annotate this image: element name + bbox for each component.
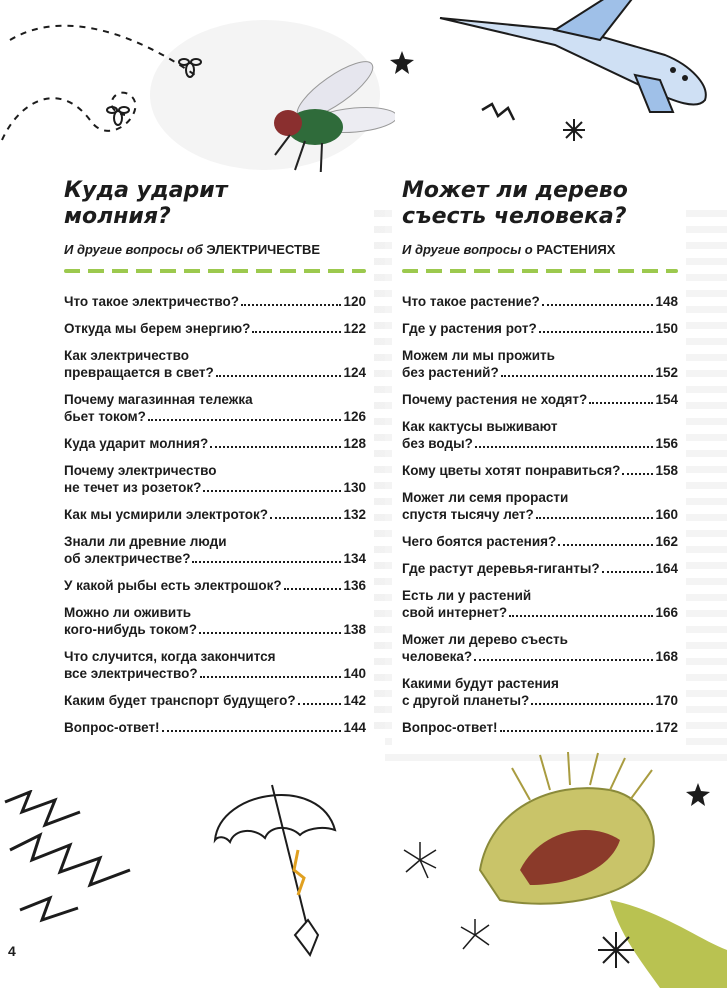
toc-entry-title: Есть ли у растений	[402, 588, 532, 603]
dot-leader	[216, 375, 342, 377]
toc-entry	[64, 320, 366, 337]
section-title: Куда ударит молния?	[64, 178, 228, 229]
sparkle-icon	[562, 118, 586, 142]
dot-leader	[162, 730, 342, 732]
toc-entry	[64, 506, 366, 523]
toc-entry-title: не течет из розеток?	[64, 480, 202, 495]
toc-entry-page: 124	[343, 365, 366, 380]
toc-entry-title: спустя тысячу лет?	[402, 507, 534, 522]
section-title: Может ли дерево съесть человека?	[402, 178, 628, 229]
squiggle-icon	[480, 100, 520, 130]
toc-entry-title: Почему электричество	[64, 463, 217, 478]
dot-leader	[622, 473, 653, 475]
dot-leader	[558, 544, 653, 546]
toc-entry-title: У какой рыбы есть электрошок?	[64, 578, 282, 593]
toc-entry	[64, 293, 366, 310]
toc-entry-title: Откуда мы берем энергию?	[64, 321, 251, 336]
toc-entry	[64, 604, 366, 638]
dot-leader	[270, 517, 341, 519]
dot-leader	[474, 659, 653, 661]
toc-entry-title: бьет током?	[64, 409, 146, 424]
sparkle-icon	[596, 930, 636, 970]
dot-leader	[199, 632, 341, 634]
toc-entry-page: 136	[343, 578, 366, 593]
toc-entry-page: 170	[655, 693, 678, 708]
toc-entry-title: Что такое растение?	[402, 294, 540, 309]
toc-entry	[402, 462, 678, 479]
toc-entry-page: 152	[655, 365, 678, 380]
toc-entry-page: 164	[655, 561, 678, 576]
toc-entry	[402, 631, 678, 665]
dot-leader	[509, 615, 653, 617]
green-dashed-divider	[402, 269, 678, 273]
dot-leader	[531, 703, 653, 705]
dot-leader	[252, 331, 341, 333]
toc-entry-page: 120	[343, 294, 366, 309]
toc-entry-title: Вопрос-ответ!	[402, 720, 498, 735]
toc-entry-page: 140	[343, 666, 366, 681]
toc-entry-title: превращается в свет?	[64, 365, 214, 380]
dot-leader	[200, 676, 342, 678]
toc-entry	[64, 435, 366, 452]
toc-entry-title: Какими будут растения	[402, 676, 559, 691]
toc-entry-title: Как кактусы выживают	[402, 419, 558, 434]
toc-entry-title: Вопрос-ответ!	[64, 720, 160, 735]
toc-entry-title: человека?	[402, 649, 473, 664]
umbrella-icon	[210, 770, 340, 960]
toc-entry	[64, 533, 366, 567]
dot-leader	[500, 730, 654, 732]
toc-entry-title: свой интернет?	[402, 605, 508, 620]
toc-entry	[402, 533, 678, 550]
lightning-icon	[0, 790, 150, 960]
toc-entry-title: Кому цветы хотят понравиться?	[402, 463, 621, 478]
toc-entry-page: 168	[655, 649, 678, 664]
green-dashed-divider	[64, 269, 366, 273]
toc-entry	[402, 675, 678, 709]
toc-entry-page: 122	[343, 321, 366, 336]
toc-entry-title: Чего боятся растения?	[402, 534, 557, 549]
toc-entry-page: 156	[655, 436, 678, 451]
toc-entry-page: 162	[655, 534, 678, 549]
toc-entry	[64, 347, 366, 381]
dot-leader	[539, 331, 654, 333]
toc-entry	[402, 489, 678, 523]
dot-leader	[501, 375, 654, 377]
toc-entry-page: 144	[343, 720, 366, 735]
dot-leader	[192, 561, 341, 563]
toc-entry-title: Почему растения не ходят?	[402, 392, 588, 407]
toc-entry-title: Что такое электричество?	[64, 294, 239, 309]
toc-entry-title: Куда ударит молния?	[64, 436, 209, 451]
dandelion-seed-icon	[400, 840, 440, 880]
flight-path-doodle	[0, 0, 240, 150]
section-subtitle: И другие вопросы о РАСТЕНИЯХ	[402, 242, 616, 257]
toc-entry	[402, 320, 678, 337]
toc-entry	[64, 719, 366, 736]
toc-entry	[402, 560, 678, 577]
toc-entry-title: без растений?	[402, 365, 499, 380]
dot-leader	[589, 402, 653, 404]
airplane-icon	[435, 0, 727, 115]
toc-entry-page: 160	[655, 507, 678, 522]
toc-entry	[402, 719, 678, 736]
toc-entry	[402, 587, 678, 621]
toc-entry	[64, 391, 366, 425]
small-fly-icon	[179, 59, 201, 77]
toc-entry-title: Как электричество	[64, 348, 190, 363]
toc-entry	[64, 577, 366, 594]
toc-entry-title: Можем ли мы прожить	[402, 348, 555, 363]
toc-entry	[402, 347, 678, 381]
toc-entry-page: 142	[343, 693, 366, 708]
toc-entry-page: 166	[655, 605, 678, 620]
dot-leader	[475, 446, 654, 448]
toc-section-electricity	[52, 172, 374, 746]
toc-entry-title: Можно ли оживить	[64, 605, 192, 620]
star-icon	[390, 50, 415, 75]
toc-entry-title: Где растут деревья-гиганты?	[402, 561, 600, 576]
dot-leader	[602, 571, 654, 573]
toc-entry-page: 132	[343, 507, 366, 522]
toc-entry-title: об электричестве?	[64, 551, 191, 566]
toc-entry-title: все электричество?	[64, 666, 198, 681]
toc-entry-page: 128	[343, 436, 366, 451]
dot-leader	[241, 304, 342, 306]
dot-leader	[298, 703, 342, 705]
toc-entry-title: Где у растения рот?	[402, 321, 537, 336]
dot-leader	[536, 517, 654, 519]
toc-entry-page: 126	[343, 409, 366, 424]
toc-entry	[64, 692, 366, 709]
dot-leader	[210, 446, 341, 448]
toc-entry-title: Знали ли древние люди	[64, 534, 227, 549]
toc-entry	[402, 391, 678, 408]
dot-leader	[148, 419, 342, 421]
toc-entry	[64, 648, 366, 682]
toc-entry-title: Может ли семя прорасти	[402, 490, 569, 505]
toc-list	[402, 293, 678, 736]
toc-entry	[64, 462, 366, 496]
section-subtitle: И другие вопросы об ЭЛЕКТРИЧЕСТВЕ	[64, 242, 321, 257]
toc-list	[64, 293, 366, 736]
toc-entry-page: 134	[343, 551, 366, 566]
toc-entry	[402, 418, 678, 452]
toc-entry-title: без воды?	[402, 436, 473, 451]
star-icon	[686, 782, 711, 807]
toc-entry-page: 150	[655, 321, 678, 336]
toc-entry-title: кого-нибудь током?	[64, 622, 197, 637]
toc-entry-page: 130	[343, 480, 366, 495]
toc-entry-page: 138	[343, 622, 366, 637]
toc-entry	[402, 293, 678, 310]
small-fly-icon	[107, 107, 129, 125]
toc-entry-page: 154	[655, 392, 678, 407]
toc-entry-page: 148	[655, 294, 678, 309]
toc-entry-page: 172	[655, 720, 678, 735]
dot-leader	[284, 588, 342, 590]
toc-entry-page: 158	[655, 463, 678, 478]
toc-entry-title: Почему магазинная тележка	[64, 392, 253, 407]
toc-entry-title: с другой планеты?	[402, 693, 530, 708]
dot-leader	[542, 304, 654, 306]
toc-entry-title: Как мы усмирили электроток?	[64, 507, 269, 522]
page-number: 4	[8, 943, 16, 959]
toc-entry-title: Может ли дерево съесть	[402, 632, 568, 647]
toc-entry-title: Что случится, когда закончится	[64, 649, 276, 664]
toc-entry-title: Каким будет транспорт будущего?	[64, 693, 296, 708]
dot-leader	[203, 490, 341, 492]
toc-section-plants	[392, 172, 686, 746]
